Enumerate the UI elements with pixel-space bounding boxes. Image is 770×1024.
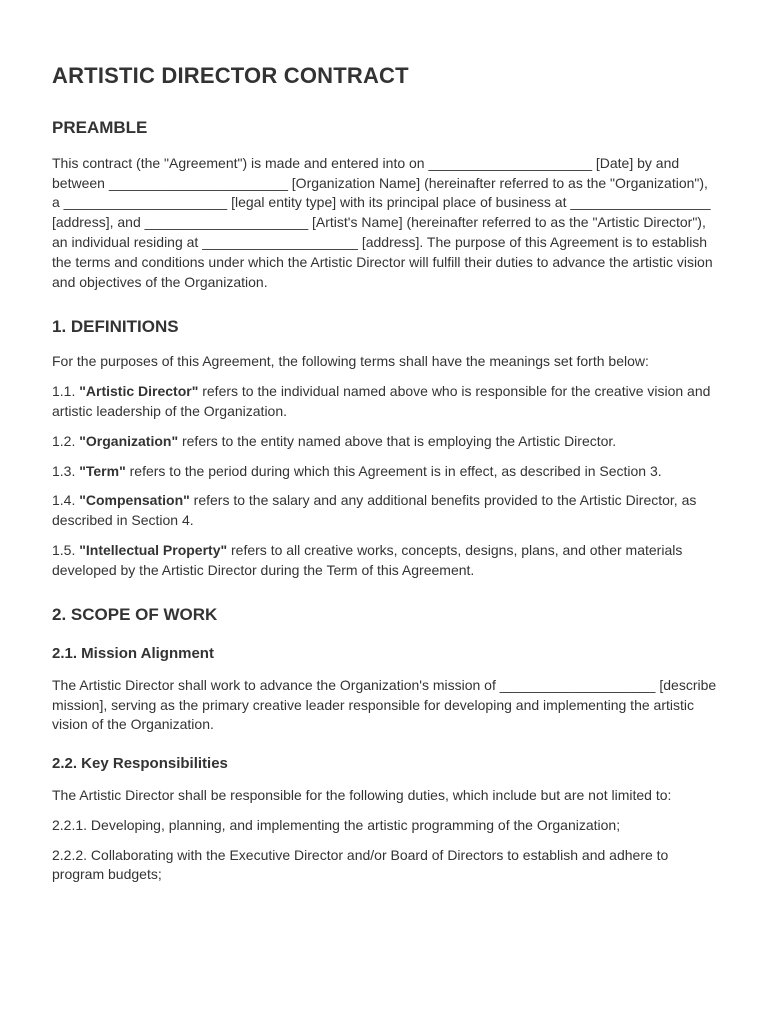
- text-run: 2.2.1. Developing, planning, and implementing the artistic programming of the Organization;: [52, 816, 621, 833]
- paragraph: [52, 432, 717, 452]
- text-run: 1.1.: [52, 382, 80, 399]
- text-run: refers to the entity named above that is employing the Artistic Director.: [178, 432, 617, 449]
- text-run: 1. DEFINITIONS: [52, 316, 179, 336]
- paragraph: [52, 846, 717, 886]
- paragraph: [52, 786, 717, 806]
- subsection-heading: [52, 644, 717, 664]
- text-run: This contract (the "Agreement") is made and entered into on _____________________ [Date] by and between _______________________ [Organization Name] (hereinafter referred to as the "Organization"), a _____________________ [legal entity type] with its principal place of business at __________________ [address], and _____________________ [Artist's Name] (hereinafter referred to as the "Artistic Director"), an individual residing at ____________________ [address]. The purpose of this Agreement is to establish the terms and conditions under which the Artistic Director will fulfill their duties to advance the artistic vision and objectives of the Organization.: [52, 154, 713, 290]
- paragraph: [52, 491, 717, 531]
- bold-term: "Term": [79, 462, 126, 479]
- text-run: refers to the salary and any additional benefits provided to the Artistic Director, as described in Section 4.: [52, 492, 697, 529]
- paragraph: [52, 382, 717, 422]
- text-run: The Artistic Director shall be responsible for the following duties, which include but are not limited to:: [52, 786, 672, 803]
- paragraph: [52, 462, 717, 482]
- bold-term: "Organization": [79, 432, 179, 449]
- paragraph: [52, 816, 717, 836]
- paragraph: [52, 154, 717, 293]
- bold-term: "Compensation": [79, 492, 190, 509]
- subsection-heading: [52, 754, 717, 774]
- text-run: refers to the period during which this Agreement is in effect, as described in Section 3.: [125, 462, 662, 479]
- document-body: [52, 117, 717, 885]
- text-run: 1.4.: [52, 492, 80, 509]
- text-run: refers to all creative works, concepts, designs, plans, and other materials developed by the Artistic Director during the Term of this Agreement.: [52, 542, 683, 579]
- section-heading: [52, 117, 717, 138]
- text-run: For the purposes of this Agreement, the following terms shall have the meanings set forth below:: [52, 353, 649, 370]
- paragraph: [52, 541, 717, 581]
- text-run: 1.3.: [52, 462, 80, 479]
- text-run: refers to the individual named above who is responsible for the creative vision and artistic leadership of the Organization.: [52, 382, 711, 419]
- text-run: 2.2. Key Responsibilities: [52, 755, 228, 773]
- text-run: 1.5.: [52, 542, 80, 559]
- text-run: 1.2.: [52, 432, 80, 449]
- paragraph: [52, 676, 717, 736]
- document-title: ARTISTIC DIRECTOR CONTRACT: [52, 63, 409, 88]
- bold-term: "Artistic Director": [79, 382, 199, 399]
- bold-term: "Intellectual Property": [79, 542, 228, 559]
- text-run: The Artistic Director shall work to advance the Organization's mission of ____________________ [describe mission], serving as the primary creative leader responsible for developing and implementing the artistic vision of the Organization.: [52, 676, 717, 733]
- text-run: 2.1. Mission Alignment: [52, 645, 214, 663]
- text-run: 2.2.2. Collaborating with the Executive Director and/or Board of Directors to establish and adhere to program budgets;: [52, 846, 669, 883]
- text-run: PREAMBLE: [52, 118, 148, 138]
- section-heading: [52, 604, 717, 625]
- text-run: 2. SCOPE OF WORK: [52, 604, 218, 624]
- paragraph: [52, 352, 717, 372]
- section-heading: [52, 316, 717, 337]
